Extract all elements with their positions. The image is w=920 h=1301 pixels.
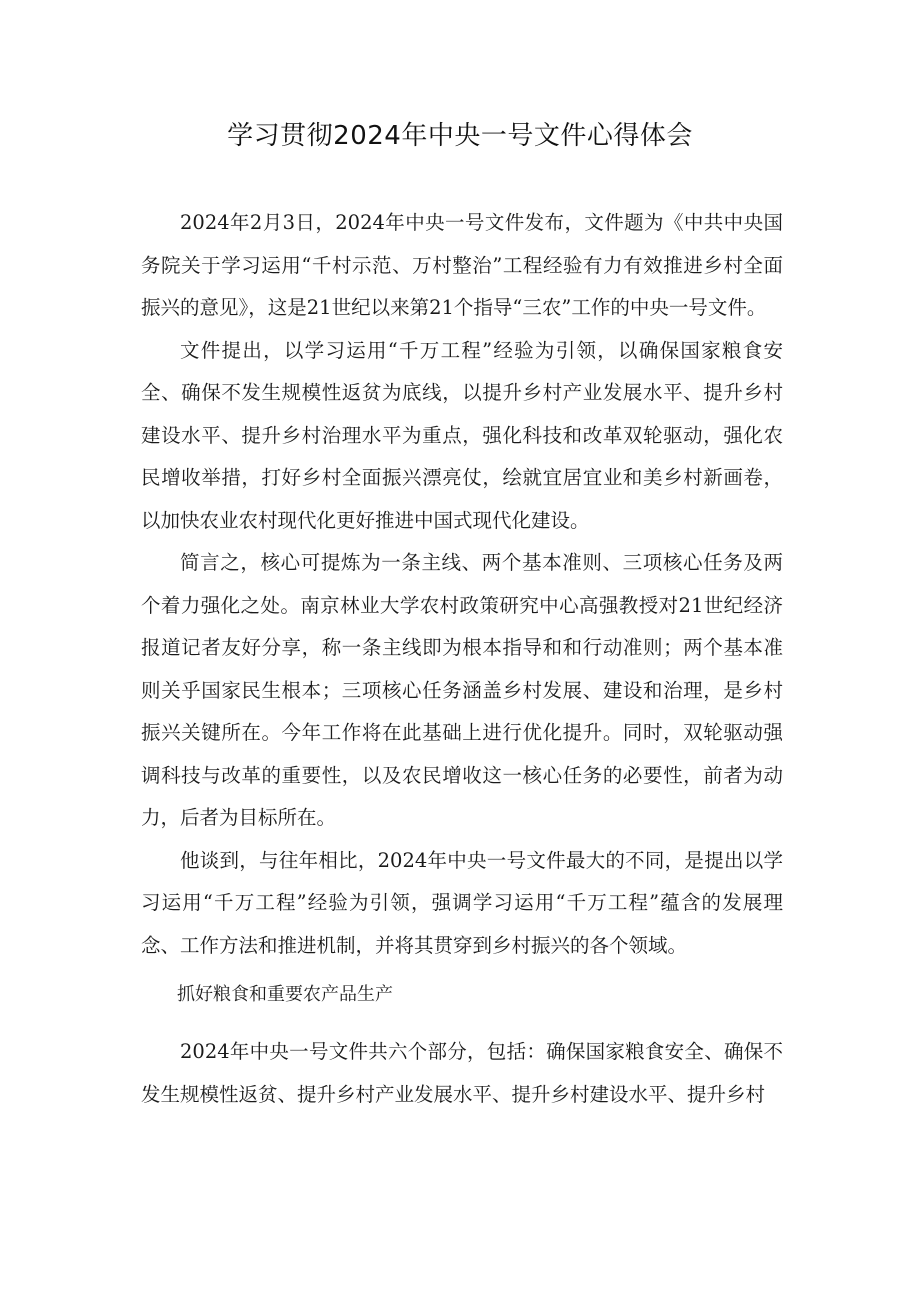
section-subheading: 抓好粮食和重要农产品生产	[177, 984, 393, 1005]
paragraph-2: 文件提出，以学习运用“千万工程”经验为引领，以确保国家粮食安全、确保不发生规模性返贫为底线，以提升乡村产业发展水平、提升乡村建设水平、提升乡村治理水平为重点，强化科技和改革双轮驱动，强化农民增收举措，打好乡村全面振兴漂亮仗，绘就宜居宜业和美乡村新画卷，以加快农业农村现代化更好推进中国式现代化建设。	[141, 338, 783, 532]
paragraph-1: 2024年2月3日，2024年中央一号文件发布，文件题为《中共中央国务院关于学习运用“千村示范、万村整治”工程经验有力有效推进乡村全面振兴的意见》，这是21世纪以来第21个指导“三农”工作的中央一号文件。	[141, 211, 783, 319]
paragraph-5: 2024年中央一号文件共六个部分，包括：确保国家粮食安全、确保不发生规模性返贫、提升乡村产业发展水平、提升乡村建设水平、提升乡村	[141, 1040, 783, 1106]
document-body	[141, 202, 783, 1116]
paragraph-4: 他谈到，与往年相比，2024年中央一号文件最大的不同，是提出以学习运用“千万工程”经验为引领，强调学习运用“千万工程”蕴含的发展理念、工作方法和推进机制，并将其贯穿到乡村振兴的各个领域。	[141, 848, 783, 957]
paragraph-3: 简言之，核心可提炼为一条主线、两个基本准则、三项核心任务及两个着力强化之处。南京林业大学农村政策研究中心高强教授对21世纪经济报道记者友好分享，称一条主线即为根本指导和和行动准则；两个基本准则关乎国家民生根本；三项核心任务涵盖乡村发展、建设和治理，是乡村振兴关键所在。今年工作将在此基础上进行优化提升。同时，双轮驱动强调科技与改革的重要性，以及农民增收这一核心任务的必要性，前者为动力，后者为目标所在。	[141, 551, 783, 829]
document-title: 学习贯彻2024年中央一号文件心得体会	[227, 121, 693, 151]
